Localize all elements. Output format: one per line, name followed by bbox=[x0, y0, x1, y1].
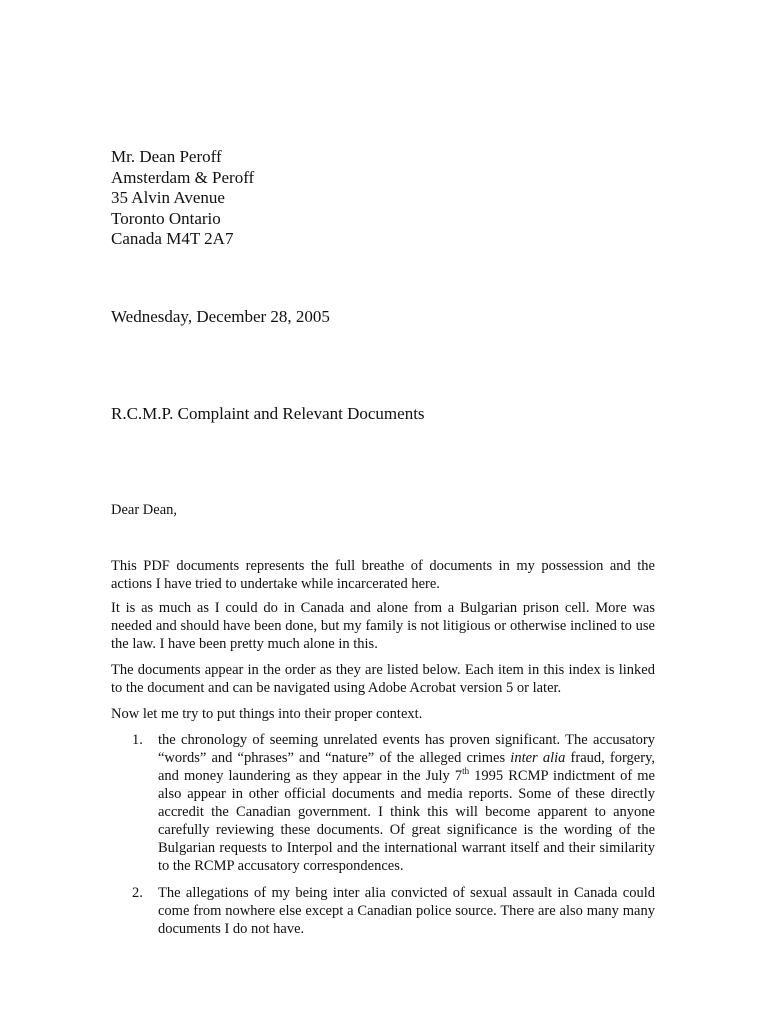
list-number: 2. bbox=[132, 885, 143, 901]
paragraph: It is as much as I could do in Canada and alone from a Bulgarian prison cell. More was needed and should have been done, but my family is not litigious or otherwise inclined to use the law. I have been pretty much alone in this. bbox=[111, 600, 655, 652]
list-item bbox=[111, 731, 655, 875]
recipient-address bbox=[111, 147, 254, 250]
recipient-country-postal: Canada M4T 2A7 bbox=[111, 229, 234, 248]
recipient-city: Toronto Ontario bbox=[111, 208, 221, 228]
salutation: Dear Dean, bbox=[111, 502, 178, 518]
letter-body bbox=[111, 557, 655, 947]
list-text: the chronology of seeming unrelated events has proven significant. The accusatory “words” and “phrases” and “nature” of the alleged crimes bbox=[158, 732, 655, 766]
letter-date: Wednesday, December 28, 2005 bbox=[111, 307, 330, 326]
context-list bbox=[111, 731, 655, 938]
letter-subject: R.C.M.P. Complaint and Relevant Documents bbox=[111, 404, 425, 423]
list-text: fraud, forgery, and money laundering as they appear in the July 7 bbox=[158, 750, 655, 784]
paragraph: The documents appear in the order as they are listed below. Each item in this index is linked to the document and can be navigated using Adobe Acrobat version 5 or later. bbox=[111, 662, 655, 696]
recipient-street: 35 Alvin Avenue bbox=[111, 188, 225, 207]
recipient-firm: Amsterdam & Peroff bbox=[111, 167, 255, 187]
ordinal-suffix: th bbox=[462, 766, 470, 777]
recipient-name: Mr. Dean Peroff bbox=[111, 147, 222, 166]
list-item bbox=[111, 884, 655, 938]
paragraph: Now let me try to put things into their proper context. bbox=[111, 706, 423, 722]
list-number: 1. bbox=[132, 732, 143, 748]
list-text: The allegations of my being inter alia convicted of sexual assault in Canada could come from nowhere else except a Canadian police source. There are also many many documents I do not have. bbox=[158, 885, 655, 937]
paragraph: This PDF documents represents the full breathe of documents in my possession and the actions I have tried to undertake while incarcerated here. bbox=[111, 558, 655, 592]
list-text: 1995 RCMP indictment of me also appear in other official documents and media reports. Some of these directly accredit the Canadian government. I think this will become apparent to anyone carefully reviewing these documents. Of great significance is the wording of the Bulgarian requests to Interpol and the international warrant itself and their similarity to the RCMP accusatory correspondences. bbox=[158, 768, 655, 874]
list-text-italic: inter alia bbox=[510, 750, 566, 766]
